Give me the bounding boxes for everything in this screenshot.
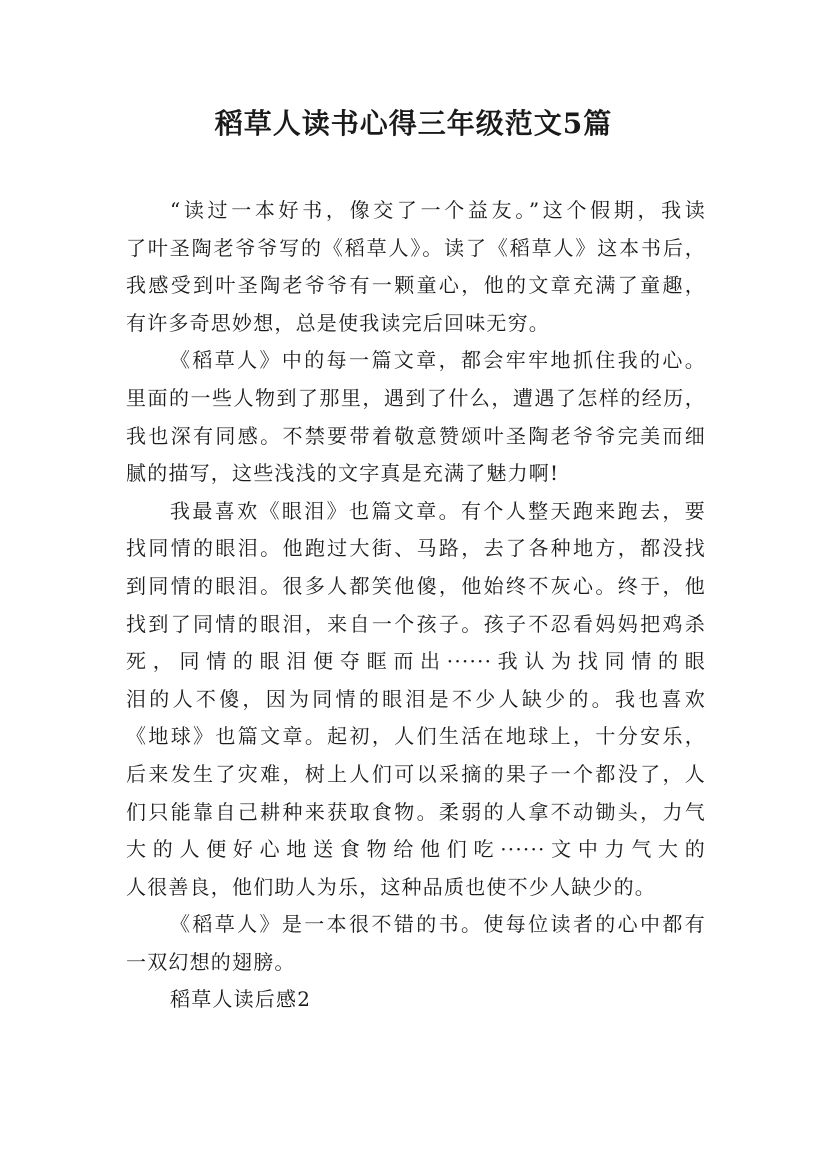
text-line: 找同情的眼泪。他跑过大街、马路，去了各种地方，都没找 bbox=[126, 536, 706, 561]
text-line: 里面的一些人物到了那里，遇到了什么，遭遇了怎样的经历， bbox=[126, 385, 706, 410]
text-line: 我最喜欢《眼泪》也篇文章。有个人整天跑来跑去，要 bbox=[170, 498, 706, 523]
document-title: 稻草人读书心得三年级范文5篇 bbox=[214, 107, 613, 140]
text-line: 找到了同情的眼泪，来自一个孩子。孩子不忍看妈妈把鸡杀 bbox=[126, 611, 706, 636]
paragraph-5 bbox=[126, 981, 706, 1019]
section-heading: 稻草人读后感2 bbox=[170, 987, 312, 1012]
text-line: 《稻草人》是一本很不错的书。使每位读者的心中都有 bbox=[170, 912, 706, 937]
text-line: 后来发生了灾难，树上人们可以采摘的果子一个都没了，人 bbox=[126, 761, 706, 786]
text-line: 死，同情的眼泪便夺眶而出······我认为找同情的眼 bbox=[126, 649, 706, 674]
paragraph-3 bbox=[126, 493, 706, 907]
text-line: 们只能靠自己耕种来获取食物。柔弱的人拿不动锄头，力气 bbox=[126, 799, 706, 824]
text-line: 到同情的眼泪。很多人都笑他傻，他始终不灰心。终于，他 bbox=[126, 573, 706, 598]
text-line: 我也深有同感。不禁要带着敬意赞颂叶圣陶老爷爷完美而细 bbox=[126, 423, 706, 448]
text-line: 腻的描写，这些浅浅的文字真是充满了魅力啊! bbox=[126, 461, 560, 486]
text-line: 一双幻想的翅膀。 bbox=[126, 949, 296, 974]
text-line: 人很善良，他们助人为乐，这种品质也使不少人缺少的。 bbox=[126, 874, 656, 899]
text-line: 了叶圣陶老爷爷写的《稻草人》。读了《稻草人》这本书后， bbox=[126, 235, 706, 260]
text-line: 泪的人不傻，因为同情的眼泪是不少人缺少的。我也喜欢 bbox=[126, 686, 706, 711]
paragraph-2 bbox=[126, 342, 706, 492]
text-line: “读过一本好书，像交了一个益友。”这个假期，我读 bbox=[170, 198, 706, 222]
text-line: 我感受到叶圣陶老爷爷有一颗童心，他的文章充满了童趣， bbox=[126, 273, 706, 298]
text-line: 大的人便好心地送食物给他们吃······文中力气大的 bbox=[126, 837, 706, 862]
text-line: 《稻草人》中的每一篇文章，都会牢牢地抓住我的心。 bbox=[170, 348, 706, 373]
text-line: 有许多奇思妙想，总是使我读完后回味无穷。 bbox=[126, 310, 550, 335]
document-body bbox=[126, 192, 706, 1019]
paragraph-1 bbox=[126, 192, 706, 342]
text-line: 《地球》也篇文章。起初，人们生活在地球上，十分安乐， bbox=[126, 724, 706, 749]
paragraph-4 bbox=[126, 906, 706, 981]
